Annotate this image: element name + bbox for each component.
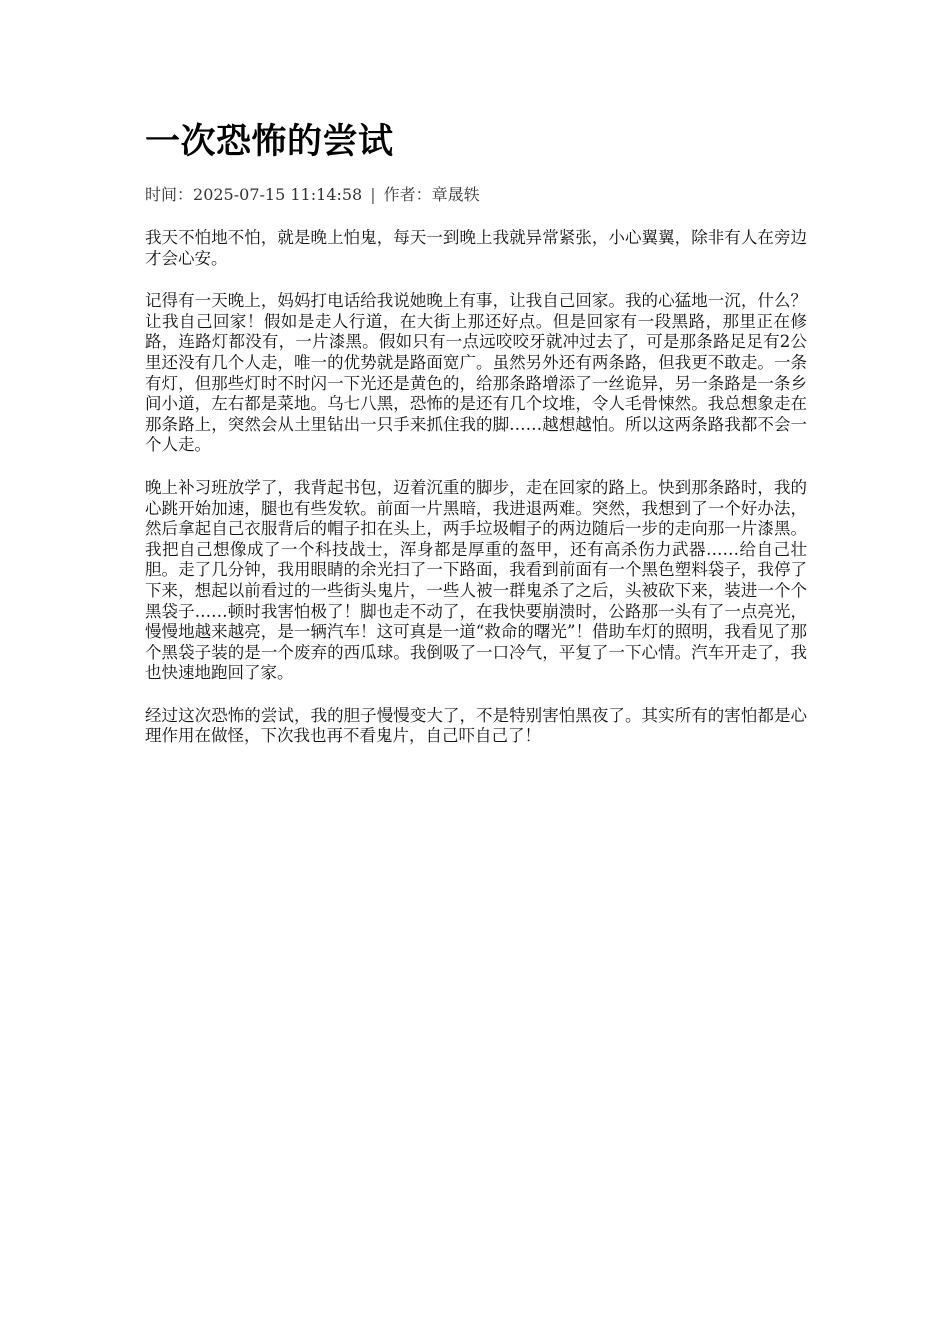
article-title: 一次恐怖的尝试 [145,122,394,162]
article-body [145,228,807,747]
author-value: 章晟轶 [431,185,480,204]
paragraph: 记得有一天晚上，妈妈打电话给我说她晚上有事，让我自己回家。我的心猛地一沉，什么？让我自己回家！假如是走人行道，在大街上那还好点。但是回家有一段黑路，那里正在修路，连路灯都没有，一片漆黑。假如只有一点远咬咬牙就冲过去了，可是那条路足足有2公里还没有几个人走，唯一的优势就是路面宽广。虽然另外还有两条路，但我更不敢走。一条有灯，但那些灯时不时闪一下光还是黄色的，给那条路增添了一丝诡异，另一条路是一条乡间小道，左右都是菜地。乌七八黑，恐怖的是还有几个坟堆，令人毛骨悚然。我总想象走在那条路上，突然会从土里钻出一只手来抓住我的脚……越想越怕。所以这两条路我都不会一个人走。 [145,291,807,455]
author-label: 作者： [383,185,432,204]
article-meta [145,184,807,206]
article [145,0,807,769]
time-value: 2025-07-15 11:14:58 [193,185,363,204]
time-label: 时间： [145,185,194,204]
paragraph: 经过这次恐怖的尝试，我的胆子慢慢变大了，不是特别害怕黑夜了。其实所有的害怕都是心理作用在做怪，下次我也再不看鬼片，自己吓自己了！ [145,705,807,746]
paragraph: 晚上补习班放学了，我背起书包，迈着沉重的脚步，走在回家的路上。快到那条路时，我的心跳开始加速，腿也有些发软。前面一片黑暗，我进退两难。突然，我想到了一个好办法，然后拿起自己衣服背后的帽子扣在头上，两手垃圾帽子的两边随后一步的走向那一片漆黑。我把自己想像成了一个科技战士，浑身都是厚重的盔甲，还有高杀伤力武器……给自己壮胆。走了几分钟，我用眼睛的余光扫了一下路面，我看到前面有一个黑色塑料袋子，我停了下来，想起以前看过的一些街头鬼片，一些人被一群鬼杀了之后，头被砍下来，装进一个个黑袋子……顿时我害怕极了！脚也走不动了，在我快要崩溃时，公路那一头有了一点亮光，慢慢地越来越亮，是一辆汽车！这可真是一道“救命的曙光”！借助车灯的照明，我看见了那个黑袋子装的是一个废弃的西瓜球。我倒吸了一口冷气，平复了一下心情。汽车开走了，我也快速地跑回了家。 [145,477,807,683]
paragraph: 我天不怕地不怕，就是晚上怕鬼，每天一到晚上我就异常紧张，小心翼翼，除非有人在旁边才会心安。 [145,228,807,268]
meta-separator: | [370,185,376,204]
